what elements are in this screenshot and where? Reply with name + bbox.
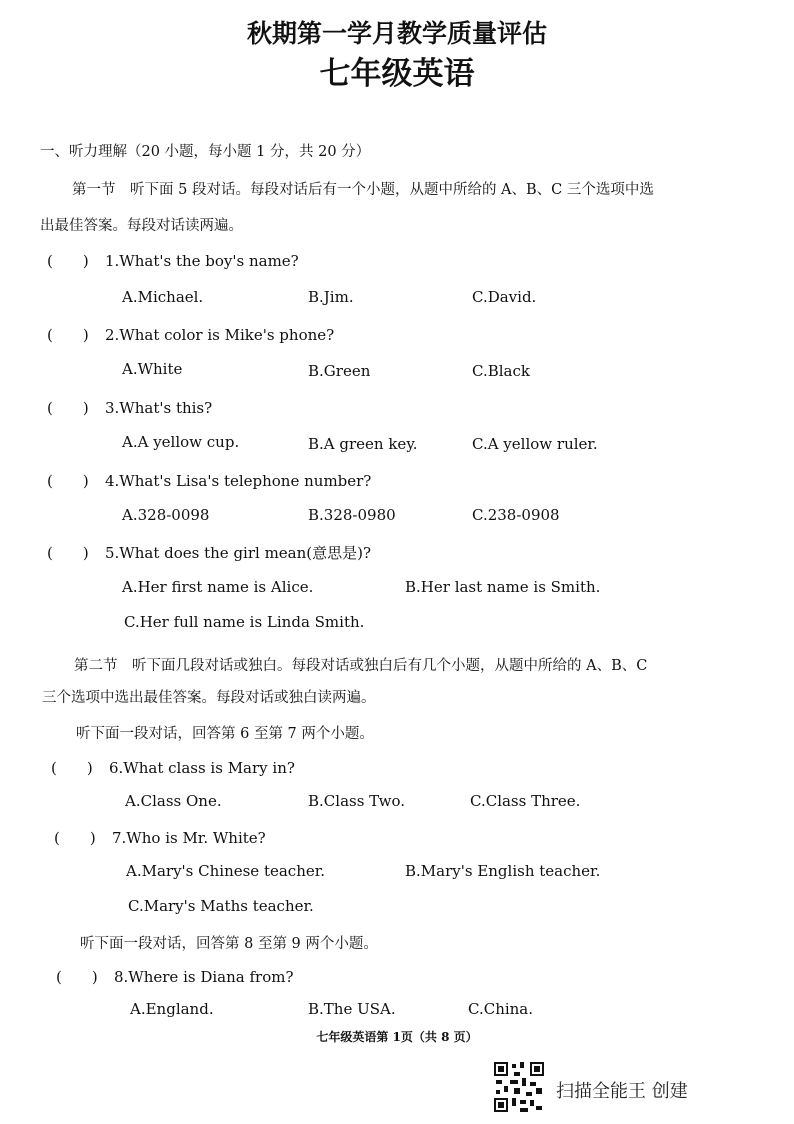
answer-blank[interactable]: ( ) (47, 326, 89, 344)
option-b: B.328-0980 (308, 506, 396, 524)
answer-blank[interactable]: ( ) (54, 829, 96, 847)
scanner-credit: 扫描全能王 创建 (556, 1081, 688, 1102)
part1-instruction-line2: 出最佳答案。每段对话读两遍。 (40, 218, 243, 234)
option-a: A.Class One. (125, 792, 222, 810)
option-b: B.Jim. (308, 288, 354, 306)
question-text: 7.Who is Mr. White? (112, 829, 266, 847)
question-text: 8.Where is Diana from? (114, 968, 294, 986)
question-text: 5.What does the girl mean(意思是)? (105, 544, 372, 562)
answer-blank[interactable]: ( ) (47, 399, 89, 417)
option-c: C.David. (472, 288, 537, 306)
option-b: B.Mary's English teacher. (405, 862, 601, 880)
instruction-q6-q7: 听下面一段对话，回答第 6 至第 7 两个小题。 (76, 726, 374, 742)
question-5 (47, 542, 371, 563)
page-subtitle: 七年级英语 (319, 56, 475, 92)
option-b: B.Class Two. (308, 792, 406, 810)
question-4 (47, 470, 371, 491)
part2-instruction-line2: 三个选项中选出最佳答案。每段对话或独白读两遍。 (42, 690, 376, 706)
option-c: C.Black (472, 362, 530, 380)
qr-code-icon (494, 1062, 544, 1112)
option-a: A.A yellow cup. (122, 433, 240, 451)
option-a: A.Michael. (122, 288, 204, 306)
answer-blank[interactable]: ( ) (56, 968, 98, 986)
question-8 (56, 966, 294, 987)
part2-instruction-line1: 第二节 听下面几段对话或独白。每段对话或独白后有几个小题，从题中所给的 A、B、C (74, 658, 648, 674)
option-c: C.Class Three. (470, 792, 581, 810)
section-heading: 一、听力理解（20 小题，每小题 1 分，共 20 分） (40, 144, 371, 160)
option-b: B.Her last name is Smith. (405, 578, 601, 596)
option-c: C.China. (468, 1000, 534, 1018)
question-3 (47, 397, 212, 418)
option-b: B.A green key. (308, 435, 418, 453)
instruction-q8-q9: 听下面一段对话，回答第 8 至第 9 两个小题。 (80, 936, 378, 952)
option-b: B.The USA. (308, 1000, 396, 1018)
option-a: A.328-0098 (122, 506, 210, 524)
option-a: A.White (122, 360, 183, 378)
question-text: 2.What color is Mike's phone? (105, 326, 335, 344)
option-c: C.Her full name is Linda Smith. (124, 613, 365, 631)
question-text: 1.What's the boy's name? (105, 252, 299, 270)
question-text: 6.What class is Mary in? (109, 759, 295, 777)
option-a: A.Her first name is Alice. (122, 578, 314, 596)
answer-blank[interactable]: ( ) (47, 252, 89, 270)
option-a: A.England. (130, 1000, 214, 1018)
question-text: 4.What's Lisa's telephone number? (105, 472, 372, 490)
option-c: C.Mary's Maths teacher. (128, 897, 314, 915)
option-c: C.A yellow ruler. (472, 435, 598, 453)
option-c: C.238-0908 (472, 506, 560, 524)
option-b: B.Green (308, 362, 371, 380)
page-title: 秋期第一学月教学质量评估 (246, 19, 547, 48)
part1-instruction-line1: 第一节 听下面 5 段对话。每段对话后有一个小题，从题中所给的 A、B、C 三个选项中选 (72, 182, 654, 198)
question-7 (54, 827, 266, 848)
answer-blank[interactable]: ( ) (51, 759, 93, 777)
option-a: A.Mary's Chinese teacher. (126, 862, 326, 880)
page-footer: 七年级英语第 1页（共 8 页） (316, 1030, 478, 1044)
answer-blank[interactable]: ( ) (47, 544, 89, 562)
question-1 (47, 250, 299, 271)
question-2 (47, 324, 334, 345)
question-text: 3.What's this? (105, 399, 213, 417)
answer-blank[interactable]: ( ) (47, 472, 89, 490)
question-6 (51, 757, 295, 778)
